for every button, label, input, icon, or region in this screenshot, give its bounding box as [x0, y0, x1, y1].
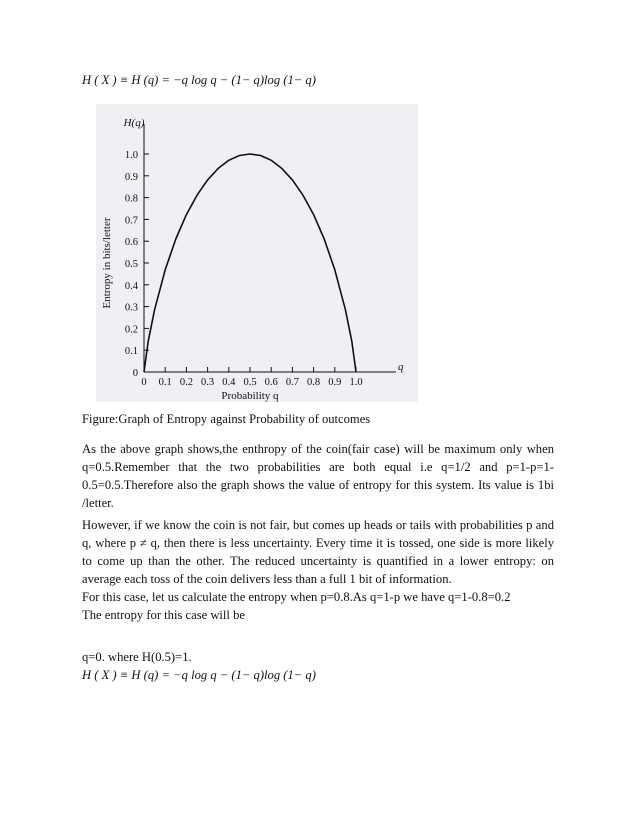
- x-tick-label: 0.8: [307, 377, 321, 388]
- x-tick-label: 0.5: [243, 377, 257, 388]
- x-axis-label: Probability q: [221, 390, 279, 402]
- x-tick-label: 0.9: [328, 377, 342, 388]
- x-tick-label: 0.4: [222, 377, 236, 388]
- x-tick-label: 0.7: [285, 377, 299, 388]
- bottom-note: q=0. where H(0.5)=1.: [82, 650, 192, 664]
- y-tick-label: 0.7: [124, 215, 138, 227]
- paragraph-calculation-line1: For this case, let us calculate the entropy when p=0.8.As q=1-p we have q=1-0.8=0.2: [82, 590, 511, 604]
- y-tick-label: 0.1: [124, 346, 138, 358]
- y-tick-label: 0.5: [124, 259, 138, 270]
- figure-caption: Figure:Graph of Entropy against Probability of outcomes: [82, 412, 371, 426]
- x-tick-label: 0.1: [158, 377, 172, 388]
- y-axis-symbol: H(q): [123, 117, 145, 129]
- y-axis-label: Entropy in bits/letter: [101, 217, 113, 309]
- formula-bottom: H ( X ) ≡ H (q) = −q log q − (1− q)log (1− q): [82, 668, 316, 682]
- x-tick-label: 0.2: [179, 377, 193, 388]
- formula-top: H ( X ) ≡ H (q) = −q log q − (1− q)log (1− q): [82, 73, 316, 87]
- x-axis-symbol: q: [398, 361, 404, 373]
- y-tick-label: 0.2: [124, 324, 138, 336]
- y-tick-label: 0.8: [124, 193, 138, 205]
- y-tick-label: 0.4: [124, 280, 138, 292]
- y-tick-label: 0.6: [124, 237, 138, 249]
- x-tick-label: 0.3: [201, 377, 215, 388]
- x-tick-label: 0: [141, 377, 147, 388]
- x-tick-label: 0.6: [264, 377, 278, 388]
- y-tick-label: 0.3: [124, 302, 138, 314]
- y-tick-label: 0: [132, 368, 138, 379]
- y-tick-label: 0.9: [124, 171, 138, 183]
- paragraph-fair-coin: As the above graph shows,the enthropy of the coin(fair case) will be maximum only when q=0.5.Remember that the two probabilities are both equal i.e q=1/2 and p=1-p=1-0.5=0.5.Therefore also the graph shows the value of entropy for this system. Its value is 1bi /letter.: [82, 442, 554, 510]
- entropy-chart: [96, 104, 418, 402]
- paragraph-calculation-line2: The entropy for this case will be: [82, 608, 245, 622]
- paragraph-unfair-coin: However, if we know the coin is not fair, but comes up heads or tails with probabilities p and q, where p ≠ q, then there is less uncertainty. Every time it is tossed, one side is more likely to come up than the other. The reduced uncertainty is quantified in a lower entropy: on average each toss of the coin delivers less than a full 1 bit of information.: [82, 518, 554, 586]
- entropy-figure: [96, 104, 418, 402]
- x-tick-label: 1.0: [349, 377, 363, 388]
- y-tick-label: 1.0: [124, 150, 138, 161]
